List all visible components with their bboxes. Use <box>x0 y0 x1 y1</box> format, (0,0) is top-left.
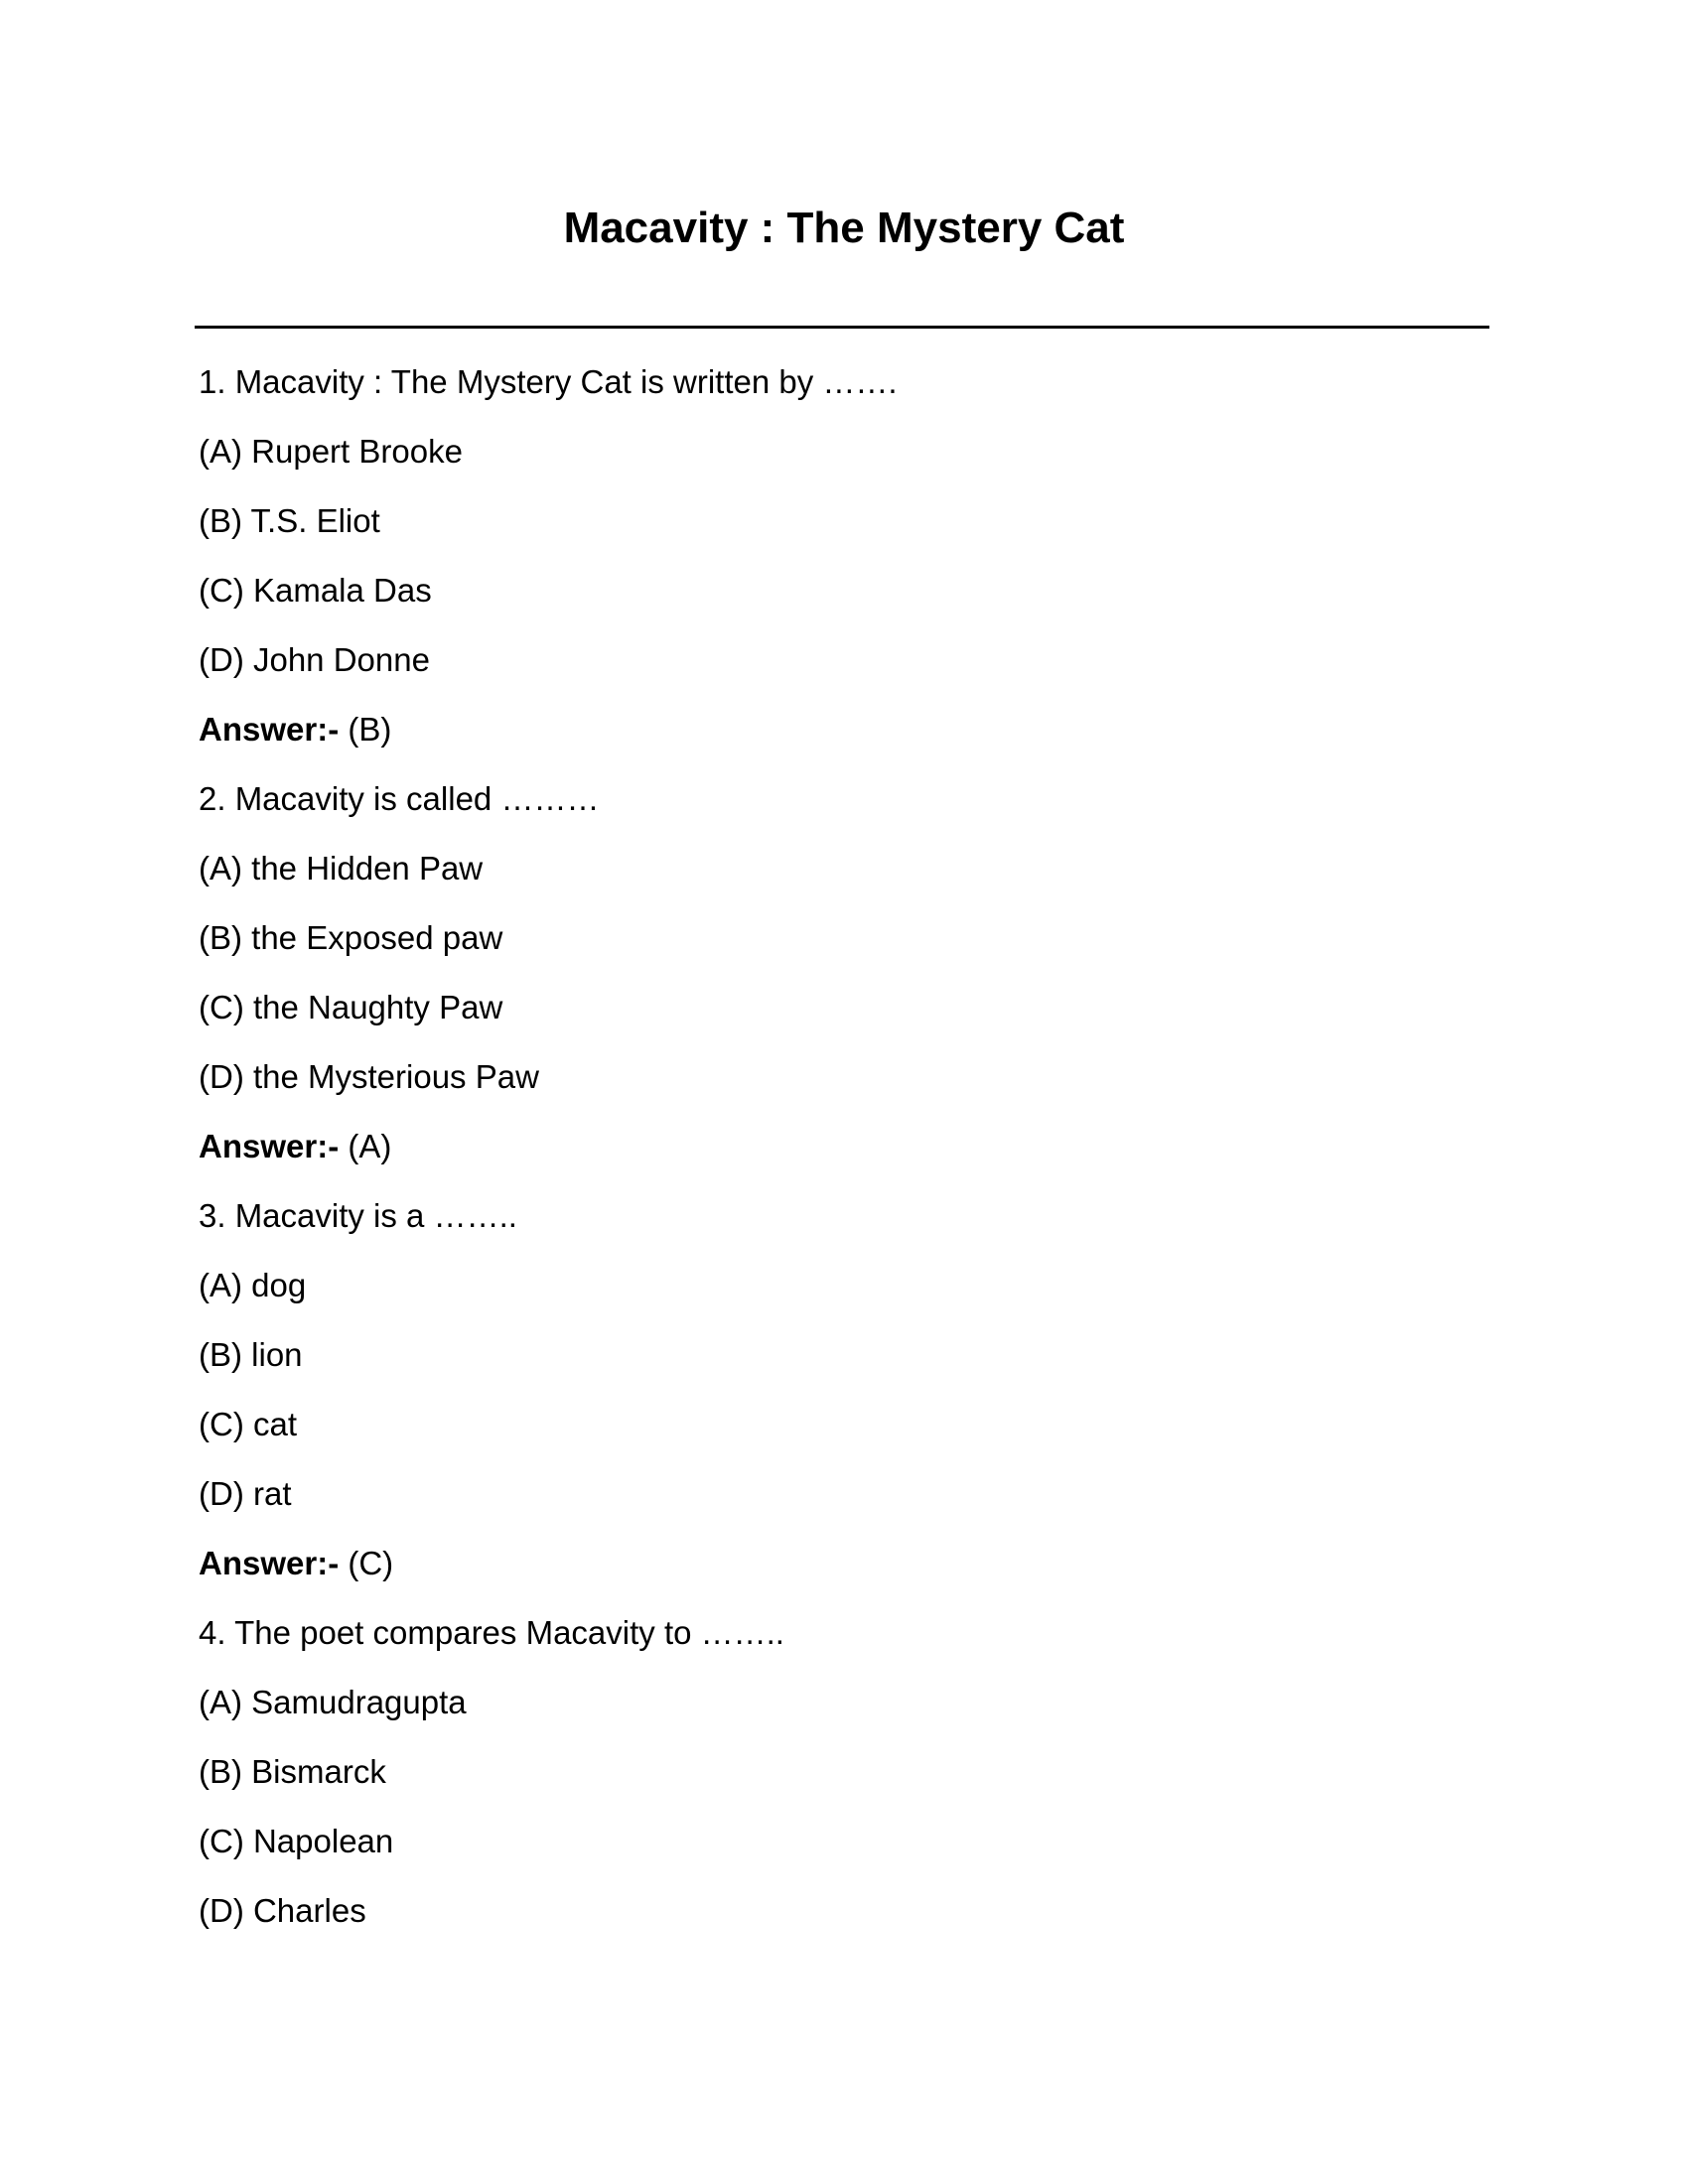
question-1 <box>199 347 1489 764</box>
option-a: (A) the Hidden Paw <box>199 850 484 887</box>
option-d: (D) John Donne <box>199 641 430 678</box>
answer-label: Answer:- <box>199 711 340 748</box>
option-c: (C) the Naughty Paw <box>199 989 503 1025</box>
option-d: (D) the Mysterious Paw <box>199 1058 539 1095</box>
option-b: (B) the Exposed paw <box>199 919 503 956</box>
option-b: (B) T.S. Eliot <box>199 502 380 539</box>
option-b: (B) lion <box>199 1336 303 1373</box>
answer-label: Answer:- <box>199 1545 340 1581</box>
question-prompt: 1. Macavity : The Mystery Cat is written by ……. <box>199 363 898 400</box>
option-c: (C) Napolean <box>199 1823 394 1859</box>
answer-value: (C) <box>339 1545 394 1581</box>
option-c: (C) Kamala Das <box>199 572 432 609</box>
answer-line <box>199 1112 1489 1181</box>
option-b: (B) Bismarck <box>199 1753 386 1790</box>
question-4 <box>199 1598 1489 1946</box>
question-prompt: 4. The poet compares Macavity to …….. <box>199 1614 784 1651</box>
answer-line <box>199 695 1489 764</box>
option-a: (A) Samudragupta <box>199 1684 467 1720</box>
document-title: Macavity : The Mystery Cat <box>563 204 1125 252</box>
question-prompt: 3. Macavity is a …….. <box>199 1197 517 1234</box>
question-prompt: 2. Macavity is called ……… <box>199 780 600 817</box>
question-3 <box>199 1181 1489 1598</box>
option-d: (D) Charles <box>199 1892 366 1929</box>
option-a: (A) dog <box>199 1267 307 1303</box>
option-c: (C) cat <box>199 1406 297 1442</box>
answer-value: (A) <box>339 1128 392 1164</box>
answer-line <box>199 1529 1489 1598</box>
answer-value: (B) <box>339 711 392 748</box>
title-divider <box>195 326 1489 329</box>
question-2 <box>199 764 1489 1181</box>
option-d: (D) rat <box>199 1475 292 1512</box>
answer-label: Answer:- <box>199 1128 340 1164</box>
option-a: (A) Rupert Brooke <box>199 433 463 470</box>
question-list <box>199 347 1489 1946</box>
